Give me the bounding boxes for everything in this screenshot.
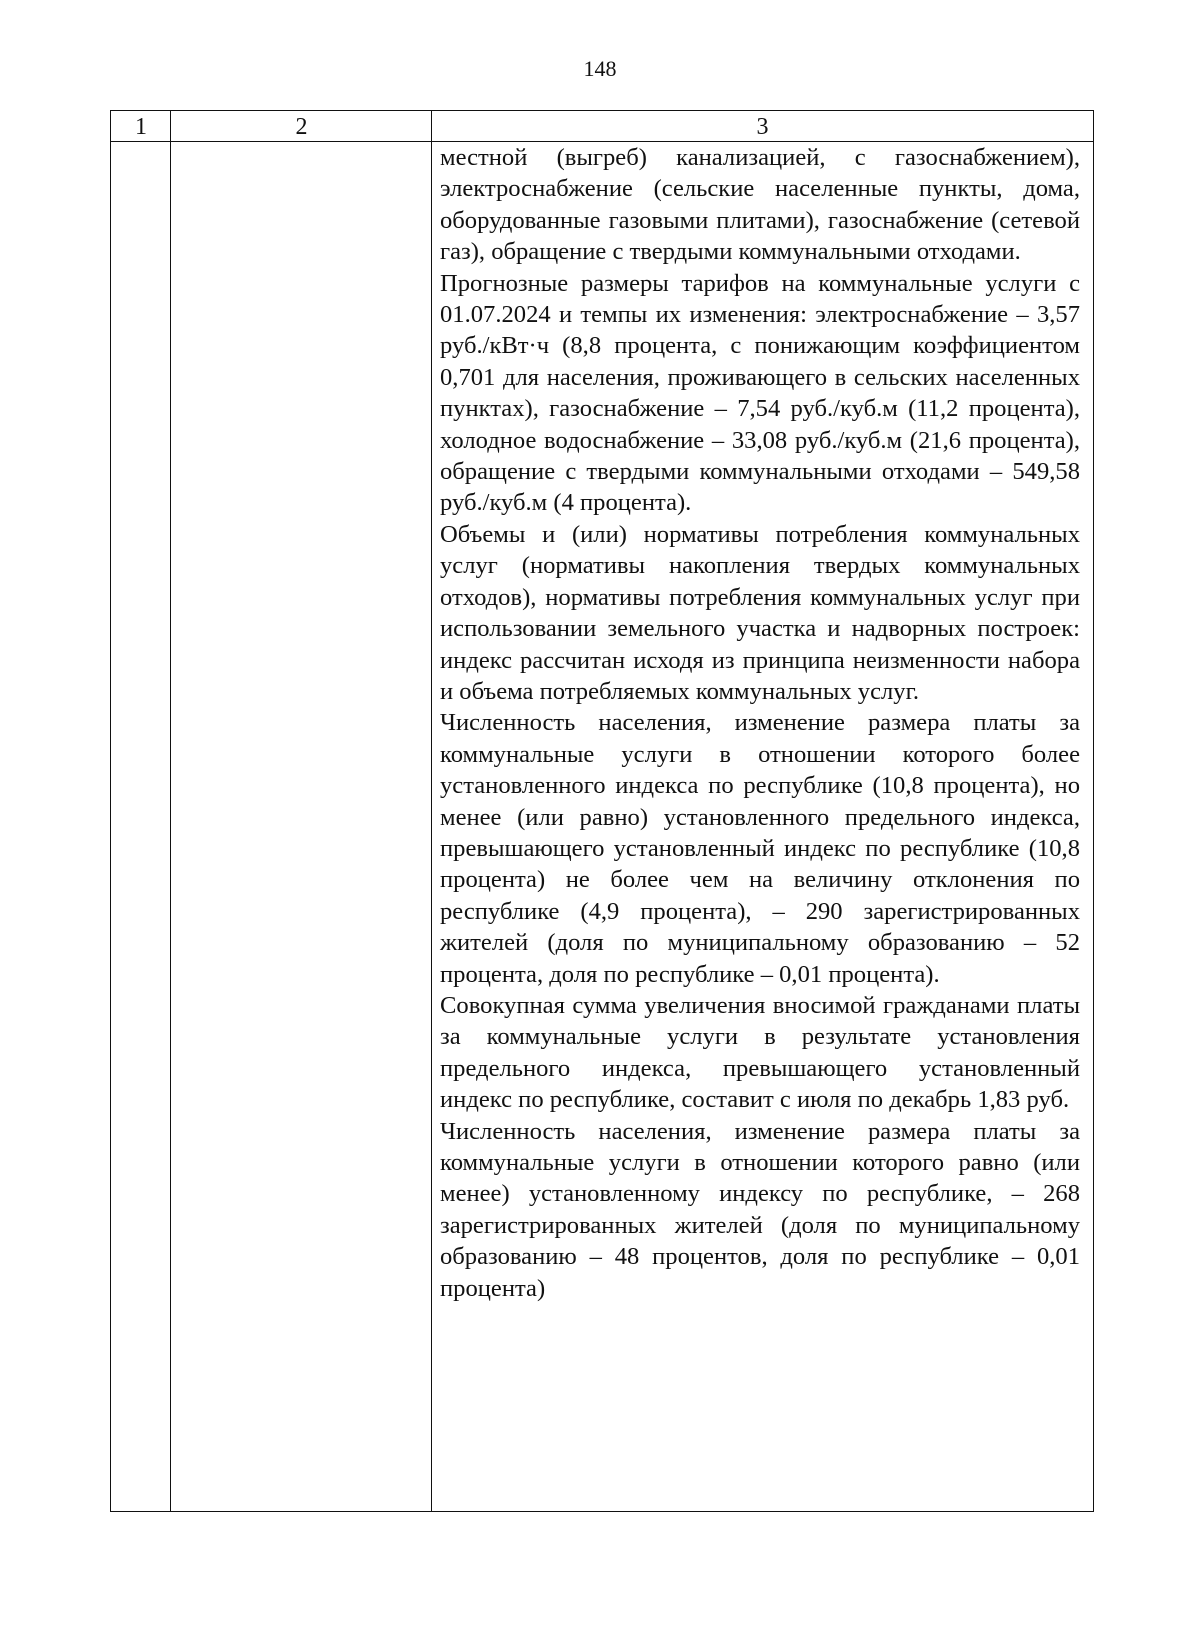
paragraph-consumption-norms: Объемы и (или) нормативы потребления коммунальных услуг (нормативы накопления твердых коммунальных отходов), нормативы потребления коммунальных услуг при использовании земельного участка и надворных построек: индекс рассчитан исходя из принципа неизменности набора и объема потребляемых коммунальных услуг.	[440, 520, 1080, 705]
paragraph-population-within-index: Численность населения, изменение размера платы за коммунальные услуги в отношении которого равно (или менее) установленному индексу по республике, – 268 зарегистрированных жителей (доля по муниципальному образованию – 48 процентов, доля по республике – 0,01 процента)	[440, 1117, 1080, 1302]
table-column-2	[171, 111, 432, 1511]
column-3-content	[440, 142, 1080, 1304]
page-number: 148	[583, 56, 617, 81]
paragraph-tariff-forecast: Прогнозные размеры тарифов на коммунальные услуги с 01.07.2024 и темпы их изменения: электроснабжение – 3,57 руб./кВт·ч (8,8 процента, с понижающим коэффициентом 0,701 для населения, проживающего в сельских населенных пунктах), газоснабжение – 7,54 руб./куб.м (11,2 процента), холодное водоснабжение – 33,08 руб./куб.м (21,6 процента), обращение с твердыми коммунальными отходами – 549,58 руб./куб.м (4 процента).	[440, 269, 1080, 517]
column-header-3: 3	[756, 114, 769, 140]
column-header-2: 2	[295, 114, 308, 140]
document-table	[110, 110, 1094, 1512]
paragraph-utilities-list: местной (выгреб) канализацией, с газоснабжением), электроснабжение (сельские населенные пункты, дома, оборудованные газовыми плитами), газоснабжение (сетевой газ), обращение с твердыми коммунальными отходами.	[440, 144, 1080, 266]
paragraph-total-increase: Совокупная сумма увеличения вносимой гражданами платы за коммунальные услуги в результате установления предельного индекса, превышающего установленный индекс по республике, составит с июля по декабрь 1,83 руб.	[440, 991, 1080, 1114]
table-column-1	[111, 111, 171, 1511]
column-header-1: 1	[135, 114, 147, 140]
paragraph-population-above-index: Численность населения, изменение размера платы за коммунальные услуги в отношении которого более установленного индекса по республике (10,8 процента), но менее (или равно) установленного предельного индекса, превышающего установленный индекс по республике (10,8 процента) не более чем на величину отклонения по республике (4,9 процента), – 290 зарегистрированных жителей (доля по муниципальному образованию – 52 процента, доля по республике – 0,01 процента).	[440, 709, 1080, 988]
